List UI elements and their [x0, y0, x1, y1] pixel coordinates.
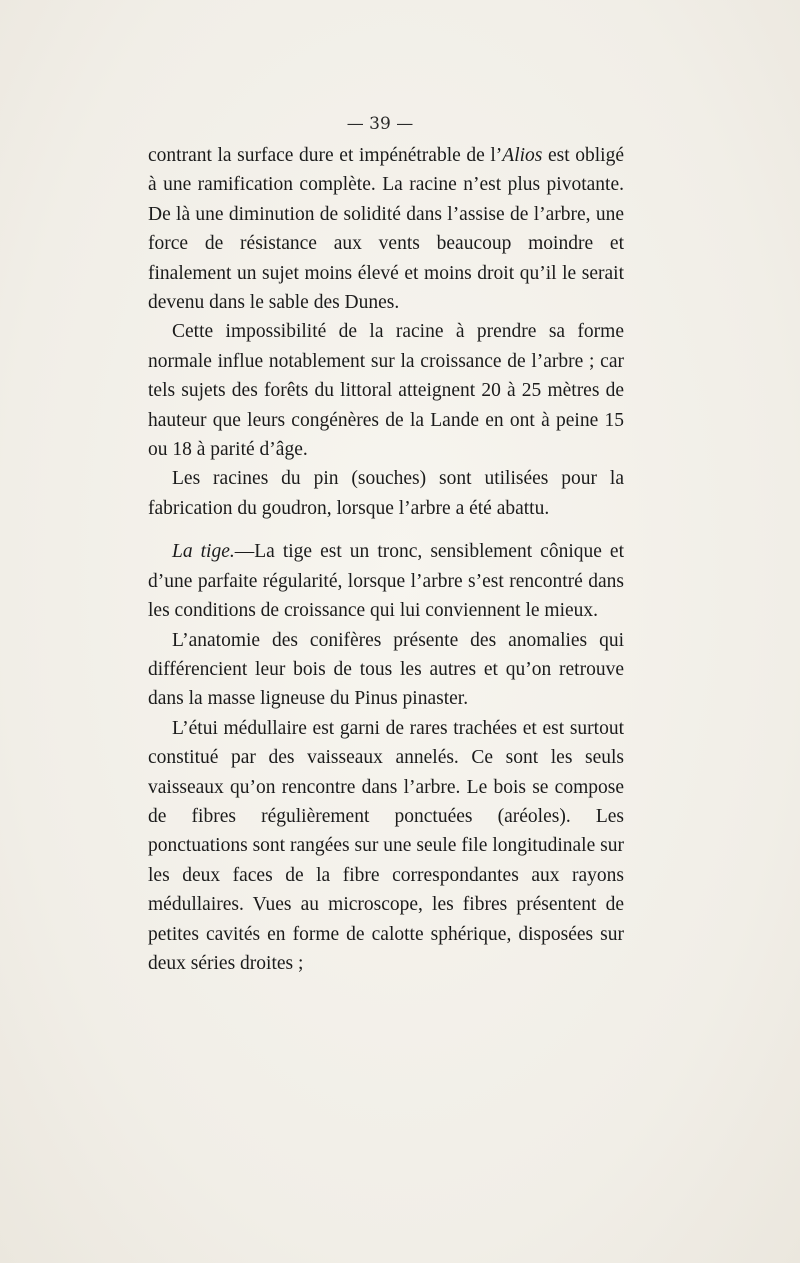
- text-run: Les racines du pin (souches) sont utilisées pour la fabrication du goudron, lorsque l’arbre a été abattu.: [148, 468, 624, 519]
- paragraph-2: [148, 317, 624, 464]
- text-run: est obligé à une ramification complète. La racine n’est plus pivotante. De là une diminution de solidité dans l’assise de l’arbre, une force de résistance aux vents beaucoup moindre et finalement un sujet moins élevé et moins droit qu’il le serait devenu dans le sable des Dunes.: [148, 145, 624, 314]
- page-number: — 39 —: [346, 114, 414, 134]
- text-run: —La tige est un tronc, sensiblement cônique et d’une parfaite régularité, lorsque l’arbre s’est rencontré dans les conditions de croissance qui lui conviennent le mieux.: [148, 541, 624, 622]
- body-text: [148, 141, 624, 978]
- text-run: Cette impossibilité de la racine à prendre sa forme normale influe notablement sur la croissance de l’arbre ; car tels sujets des forêts du littoral atteignent 20 à 25 mètres de hauteur que leurs congénères de la Lande en ont à peine 15 ou 18 à parité d’âge.: [148, 321, 624, 461]
- paragraph-5: [148, 626, 624, 714]
- paragraph-1: [148, 141, 624, 317]
- paragraph-3: [148, 464, 624, 523]
- text-run-italic: Alios: [502, 145, 543, 166]
- section-heading: La tige.: [172, 541, 235, 563]
- paragraph-4: [148, 537, 624, 625]
- text-run: L’anatomie des conifères présente des anomalies qui différencient leur bois de tous les autres et qu’on retrouve dans la masse ligneuse du Pinus pinaster.: [148, 629, 624, 710]
- paragraph-6: [148, 714, 624, 979]
- text-run: L’étui médullaire est garni de rares trachées et est surtout constitué par des vaisseaux annelés. Ce sont les seuls vaisseaux qu’on rencontre dans l’arbre. Le bois se compose de fibres régulièrement ponctuées (aréoles). Les ponctuations sont rangées sur une seule file longitudinale sur les deux faces de la fibre correspondantes aux rayons médullaires. Vues au microscope, les fibres présentent de petites cavités en forme de calotte sphérique, disposées sur deux séries droites ;: [148, 717, 624, 974]
- text-run: contrant la surface dure et impénétrable de l’: [148, 145, 503, 166]
